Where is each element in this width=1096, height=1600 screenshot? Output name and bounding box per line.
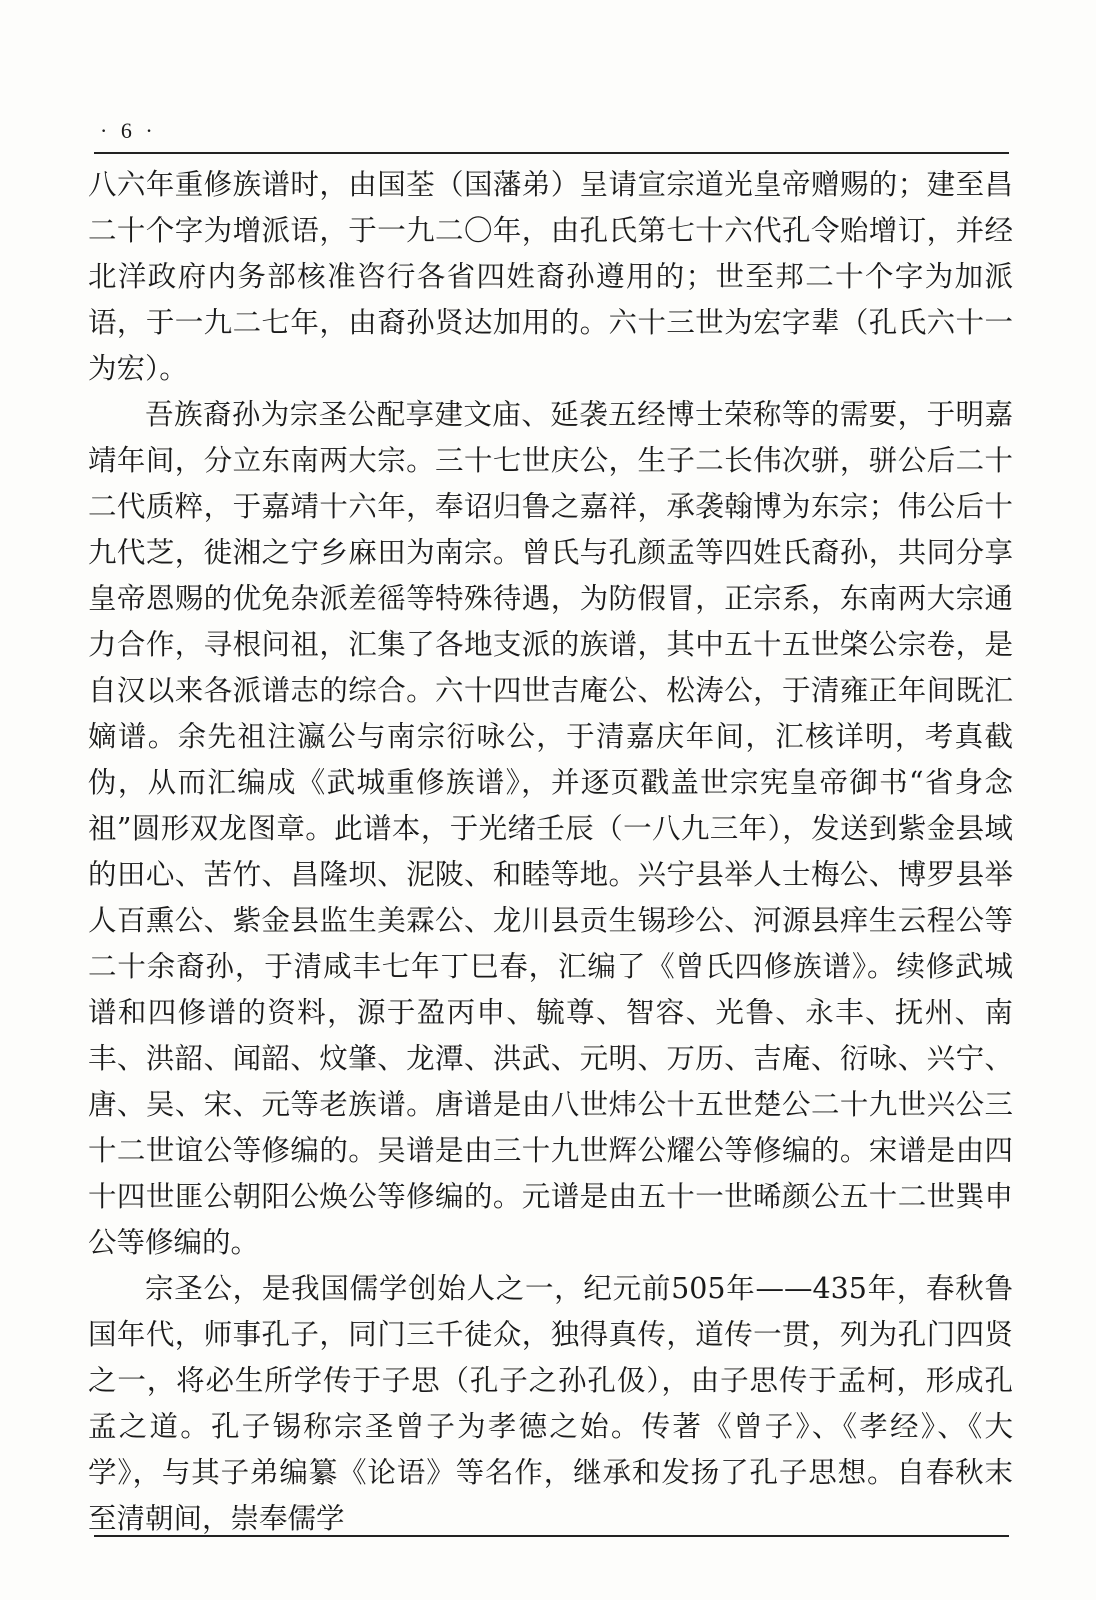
paragraph-lineage: 吾族裔孙为宗圣公配享建文庙、延袭五经博士荣称等的需要，于明嘉靖年间，分立东南两大宗。三十七世庆公，生子二长伟次骈，骈公后二十二代质粹，于嘉靖十六年，奉诏归鲁之嘉祥，承袭翰博为东宗；伟公后十九代芝，徙湘之宁乡麻田为南宗。曾氏与孔颜孟等四姓氏裔孙，共同分享皇帝恩赐的优免杂派差徭等特殊待遇，为防假冒，正宗系，东南两大宗通力合作，寻根问祖，汇集了各地支派的族谱，其中五十五世棨公宗卷，是自汉以来各派谱志的综合。六十四世吉庵公、松涛公，于清雍正年间既汇嫡谱。余先祖注瀛公与南宗衍咏公，于清嘉庆年间，汇核详明，考真截伪，从而汇编成《武城重修族谱》，并逐页戳盖世宗宪皇帝御书“省身念祖”圆形双龙图章。此谱本，于光绪壬辰（一八九三年），发送到紫金县域的田心、苦竹、昌隆坝、泥陂、和睦等地。兴宁县举人士梅公、博罗县举人百熏公、紫金县监生美霖公、龙川县贡生锡珍公、河源县痒生云程公等二十余裔孙，于清咸丰七年丁巳春，汇编了《曾氏四修族谱》。续修武城谱和四修谱的资料，源于盈丙申、毓尊、智容、光鲁、永丰、抚州、南丰、洪韶、闻韶、炆肇、龙潭、洪武、元明、万历、吉庵、衍咏、兴宁、唐、吴、宋、元等老族谱。唐谱是由八世炜公十五世楚公二十九世兴公三十二世谊公等修编的。吴谱是由三十九世辉公耀公等修编的。宋谱是由四十四世匪公朝阳公焕公等修编的。元谱是由五十一世晞颜公五十二世巽申公等修编的。 [88,398,1013,1259]
paragraph-continuation: 八六年重修族谱时，由国荃（国藩弟）呈请宣宗道光皇帝赠赐的；建至昌二十个字为增派语，于一九二〇年，由孔氏第七十六代孔令贻增订，并经北洋政府内务部核准咨行各省四姓裔孙遵用的；世至邦二十个字为加派语，于一九二七年，由裔孙贤达加用的。六十三世为宏字辈（孔氏六十一为宏）。 [88,168,1013,385]
footer-rule [94,1535,1009,1537]
header-rule [94,152,1009,154]
paragraph-zengzi: 宗圣公，是我国儒学创始人之一，纪元前505年——435年，春秋鲁国年代，师事孔子，同门三千徒众，独得真传，道传一贯，列为孔门四贤之一，将必生所学传于子思（孔子之孙孔伋），由子思传于孟柯，形成孔孟之道。孔子锡称宗圣曾子为孝德之始。传著《曾子》、《孝经》、《大学》，与其子弟编纂《论语》等名作，继承和发扬了孔子思想。自春秋末至清朝间，崇奉儒学 [88,1272,1013,1535]
body-text [88,162,1013,1542]
page-number: · 6 · [100,118,157,143]
